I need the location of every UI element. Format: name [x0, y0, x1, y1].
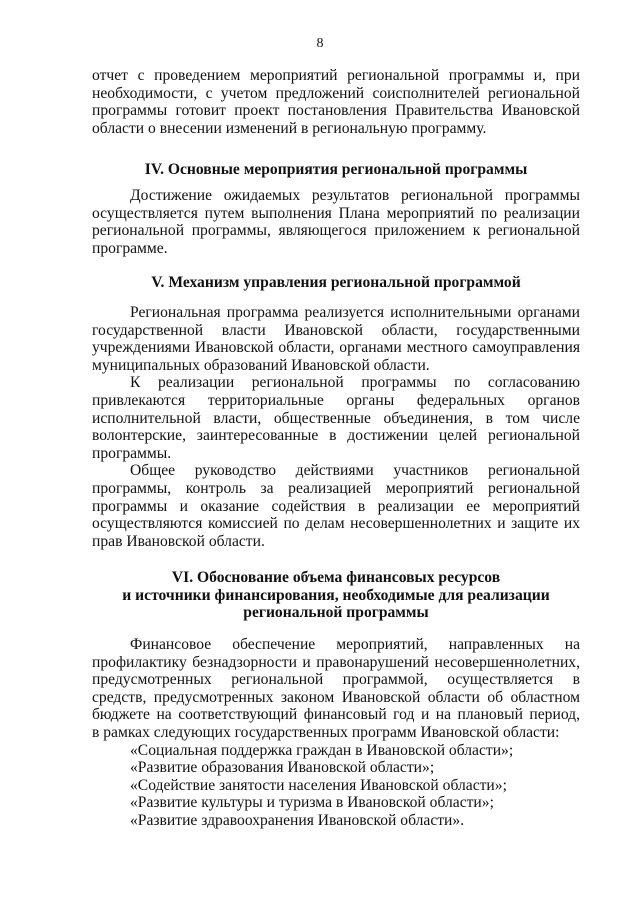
- section-heading: [92, 274, 580, 292]
- text-line: IV. Основные мероприятия региональной программы: [144, 161, 528, 178]
- text-line: области о внесении изменений в региональную программу.: [92, 119, 487, 137]
- text-line: прав Ивановской области.: [92, 532, 265, 550]
- paragraph: [92, 187, 580, 257]
- text-line: средств, предусмотренных законом Ивановской области об областном: [92, 688, 580, 706]
- paragraph: [92, 67, 580, 137]
- text-line: учреждениями Ивановской области, органами местного самоуправления: [92, 339, 580, 357]
- text-line: «Развитие образования Ивановской области»;: [130, 759, 435, 777]
- page-number: 8: [316, 36, 324, 51]
- text-line: муниципальных образований Ивановской области.: [92, 356, 430, 374]
- text-line: К реализации региональной программы по согласованию: [130, 374, 580, 392]
- text-line: региональной программы: [243, 604, 429, 622]
- text-line: «Социальная поддержка граждан в Ивановской области»;: [130, 741, 514, 759]
- text-line: Финансовое обеспечение мероприятий, направленных на: [130, 636, 580, 653]
- text-line: Достижение ожидаемых результатов региональной программы: [130, 187, 580, 204]
- section-heading: [92, 569, 580, 622]
- text-line: отчет с проведением мероприятий региональной программы и, при: [92, 67, 580, 84]
- text-line: программе.: [92, 239, 168, 257]
- text-line: привлекаются территориальные органы федеральных органов: [92, 391, 580, 409]
- text-line: «Развитие здравоохранения Ивановской области».: [130, 811, 465, 829]
- text-line: «Содействие занятости населения Ивановской области»;: [130, 776, 507, 794]
- text-line: осуществляются комиссией по делам несовершеннолетних и защите их: [92, 515, 580, 533]
- text-line: осуществляется путем выполнения Плана мероприятий по реализации: [92, 204, 580, 222]
- section-heading: [92, 161, 580, 179]
- text-line: предусмотренных региональной программой, осуществляется в: [92, 671, 580, 689]
- text-line: и источники финансирования, необходимые для реализации: [122, 586, 550, 604]
- text-line: государственной власти Ивановской области, государственными: [92, 321, 580, 339]
- text-line: в рамках следующих государственных программ Ивановской области:: [92, 723, 560, 741]
- text-line: программы готовит проект постановления Правительства Ивановской: [92, 102, 580, 120]
- text-line: Общее руководство действиями участников региональной: [130, 462, 580, 480]
- text-line: программы.: [92, 444, 172, 462]
- text-line: профилактику безнадзорности и правонарушений несовершеннолетних,: [92, 653, 580, 671]
- text-line: программы и оказание содействия в реализации ее мероприятий: [92, 497, 580, 515]
- paragraph: [92, 636, 580, 830]
- paragraph: [92, 304, 580, 550]
- text-line: VI. Обоснование объема финансовых ресурсов: [171, 569, 501, 586]
- text-line: региональной программы, являющегося приложением к региональной: [92, 222, 580, 240]
- text-line: исполнительной власти, общественные объединения, в том числе: [92, 409, 580, 427]
- text-line: Региональная программа реализуется исполнительными органами: [130, 304, 580, 321]
- text-line: V. Механизм управления региональной программой: [151, 274, 521, 291]
- text-line: необходимости, с учетом предложений соисполнителей региональной: [92, 84, 580, 102]
- text-line: волонтерские, заинтересованные в достижении целей региональной: [92, 427, 580, 445]
- text-line: «Развитие культуры и туризма в Ивановской области»;: [130, 794, 494, 812]
- text-line: бюджете на соответствующий финансовый год и на плановый период,: [92, 706, 580, 724]
- text-line: программы, контроль за реализацией мероприятий региональной: [92, 479, 580, 497]
